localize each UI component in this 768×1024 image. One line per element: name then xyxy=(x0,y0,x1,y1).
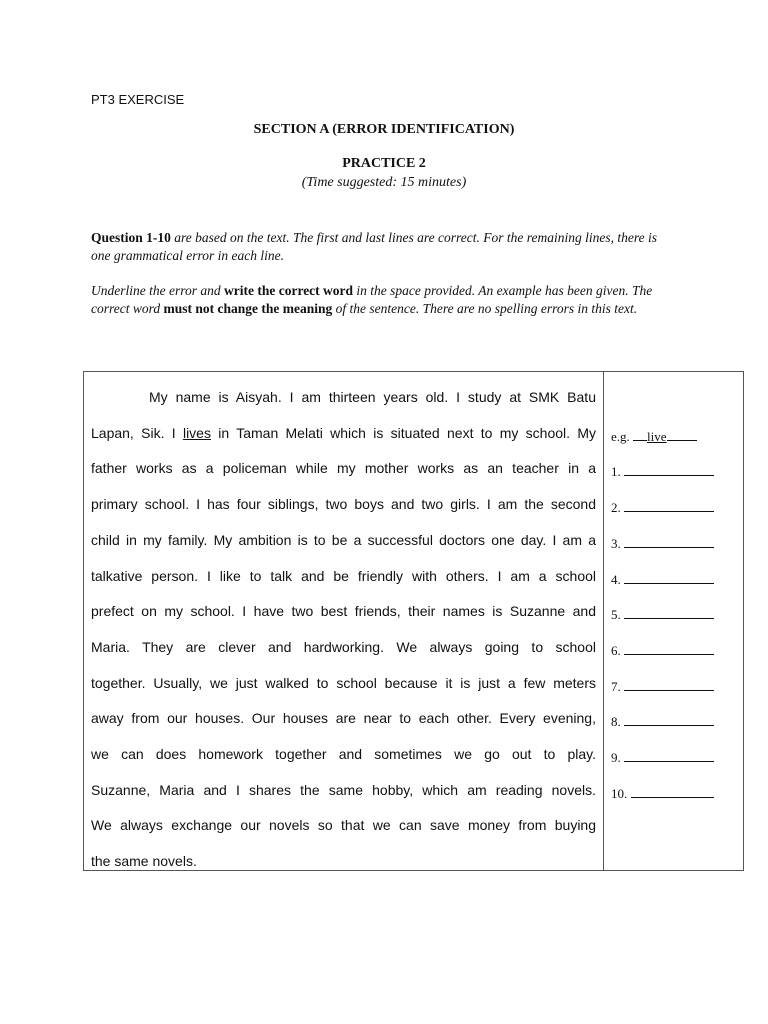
answer-slot-1[interactable] xyxy=(611,462,719,480)
passage-line xyxy=(91,389,596,405)
passage-line: prefect on my school. I have two best friends, their names is Suzanne and xyxy=(91,603,596,619)
instruction-emphasis: write the correct word xyxy=(223,283,354,298)
passage-line: away from our houses. Our houses are near to each other. Every evening, xyxy=(91,710,596,726)
answer-blank[interactable] xyxy=(624,641,714,655)
answer-number: 3. xyxy=(611,536,621,551)
answer-blank[interactable] xyxy=(624,712,714,726)
passage-line: Suzanne, Maria and I shares the same hobby, which am reading novels. xyxy=(91,782,596,798)
answer-number: 5. xyxy=(611,607,621,622)
answer-number: 10. xyxy=(611,786,628,801)
passage-line: we can does homework together and sometimes we go out to play. xyxy=(91,746,596,762)
passage-line: Maria. They are clever and hardworking. We always going to school xyxy=(91,639,596,655)
passage-text: Lapan, Sik. I xyxy=(91,425,183,441)
passage-line: together. Usually, we just walked to school because it is just a few meters xyxy=(91,675,596,691)
passage-line: father works as a policeman while my mother works as an teacher in a xyxy=(91,460,596,476)
instruction-paragraph-1 xyxy=(91,229,677,265)
answer-blank[interactable] xyxy=(624,534,714,548)
answer-slot-10[interactable] xyxy=(611,784,719,802)
example-answer-word: live xyxy=(647,429,667,444)
instruction-text: in the space provided. An example has been given. The correct word xyxy=(91,283,653,316)
answer-blank[interactable] xyxy=(624,570,714,584)
passage-line: talkative person. I like to talk and be friendly with others. I am a school xyxy=(91,568,596,584)
exercise-table xyxy=(83,371,744,871)
instruction-question-range: Question 1-10 xyxy=(91,230,171,245)
answer-number: 8. xyxy=(611,714,621,729)
answer-slot-8[interactable] xyxy=(611,712,719,730)
answer-slot-4[interactable] xyxy=(611,570,719,588)
answer-number: 9. xyxy=(611,750,621,765)
answer-blank[interactable] xyxy=(624,748,714,762)
passage-text: in Taman Melati which is situated next to my school. My xyxy=(210,425,597,441)
answer-slot-5[interactable] xyxy=(611,605,719,623)
instruction-text: are based on the text. The first and last lines are correct. For the remaining lines, there is one grammatical error in each line. xyxy=(91,230,657,263)
practice-title: PRACTICE 2 xyxy=(342,156,426,171)
answer-slot-7[interactable] xyxy=(611,677,719,695)
example-label: e.g. xyxy=(611,429,630,444)
instruction-emphasis: must not change the meaning xyxy=(163,301,333,316)
passage-line: child in my family. My ambition is to be a successful doctors one day. I am a xyxy=(91,532,596,548)
passage-line: We always exchange our novels so that we can save money from buying xyxy=(91,817,596,833)
time-suggested: (Time suggested: 15 minutes) xyxy=(301,175,467,190)
answer-blank[interactable] xyxy=(624,605,714,619)
answer-blank[interactable] xyxy=(624,498,714,512)
answer-number: 4. xyxy=(611,572,621,587)
answer-slot-2[interactable] xyxy=(611,498,719,516)
passage-line: the same novels. xyxy=(91,853,197,869)
answer-blank[interactable] xyxy=(631,784,714,798)
answer-number: 6. xyxy=(611,643,621,658)
table-divider xyxy=(603,372,604,870)
answer-slot-3[interactable] xyxy=(611,534,719,552)
passage-line xyxy=(91,425,596,441)
instruction-text: of the sentence. There are no spelling errors in this text. xyxy=(332,301,638,316)
instruction-text: Underline the error and xyxy=(91,283,224,298)
answer-number: 1. xyxy=(611,464,621,479)
example-answer xyxy=(611,427,719,445)
answer-blank xyxy=(633,427,647,441)
answer-blank[interactable] xyxy=(624,677,714,691)
answer-blank[interactable] xyxy=(624,462,714,476)
passage-line: primary school. I has four siblings, two boys and two girls. I am the second xyxy=(91,496,596,512)
passage-text: My name is Aisyah. I am thirteen years old. I study at SMK Batu xyxy=(149,389,596,405)
answer-slot-9[interactable] xyxy=(611,748,719,766)
header-label: PT3 EXERCISE xyxy=(91,92,185,107)
answer-number: 7. xyxy=(611,679,621,694)
answer-number: 2. xyxy=(611,500,621,515)
section-title: SECTION A (ERROR IDENTIFICATION) xyxy=(253,122,515,137)
answer-blank xyxy=(667,427,697,441)
answer-slot-6[interactable] xyxy=(611,641,719,659)
example-error-word: lives xyxy=(182,425,211,441)
instruction-paragraph-2 xyxy=(91,282,677,318)
